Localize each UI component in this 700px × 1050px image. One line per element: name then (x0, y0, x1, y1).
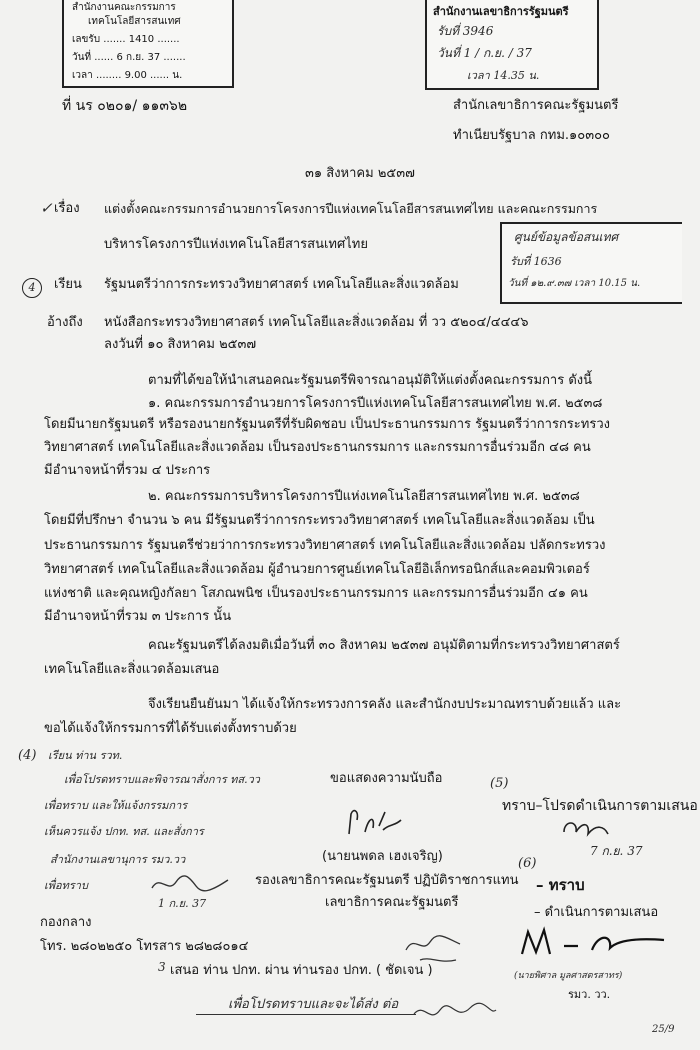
signer-title-1: รองเลขาธิการคณะรัฐมนตรี ปฏิบัติราชการแทน (255, 873, 519, 888)
left-note-marker (18, 744, 36, 763)
info-center-stamp (500, 222, 682, 304)
body-line: ๒. คณะกรรมการบริหารโครงการปีแห่งเทคโนโลยีสารสนเทศไทย พ.ศ. ๒๕๓๘ (148, 489, 580, 504)
stamp-time: เวลา 14.35 น. (467, 69, 540, 82)
check-mark: ✓ (40, 199, 53, 217)
ref-label: อ้างถึง (47, 315, 83, 330)
handwritten-note: เห็นควรแจ้ง ปกท. ทส. และสั่งการ (44, 825, 204, 838)
note-6-signature (518, 924, 668, 968)
note-6-text: – ทราบ (536, 876, 585, 894)
corner-note: 25/9 (652, 1024, 675, 1035)
closing-phrase: ขอแสดงความนับถือ (330, 771, 443, 786)
handwritten-note: เพื่อทราบ และให้แจ้งกรรมการ (44, 799, 188, 812)
main-signature (345, 806, 405, 844)
body-line: ประธานกรรมการ รัฐมนตรีช่วยว่าการกระทรวงวิทยาศาสตร์ เทคโนโลยีและสิ่งแวดล้อม ปลัดกระทรวง (44, 538, 606, 553)
receipt-stamp-top-left (62, 0, 234, 88)
receipt-stamp-top-right (425, 0, 599, 90)
body-line: แห่งชาติ และคุณหญิงกัลยา โสภณพนิช เป็นรองประธานกรรมการ และกรรมการอื่นร่วมอีก ๔๑ คน (44, 586, 588, 601)
handwritten-note: เพื่อโปรดทราบและพิจารณาสั่งการ ทส.วว (64, 773, 260, 786)
note-6-name: (นายพิศาล มูลศาสตรสาทร) (514, 971, 623, 981)
note-5-text: ทราบ–โปรดดำเนินการตามเสนอ (502, 798, 698, 814)
body-line: วิทยาศาสตร์ เทคโนโลยีและสิ่งแวดล้อม เป็นรองประธานกรรมการ และกรรมการอื่นร่วมอีก ๔๘ คน (44, 440, 591, 455)
body-line: ขอได้แจ้งให้กรรมการที่ได้รับแต่งตั้งทราบด้วย (44, 721, 297, 736)
forward-line-2: เพื่อโปรดทราบและจะได้ส่ง ต่อ (228, 997, 399, 1012)
signer-title-2: เลขาธิการคณะรัฐมนตรี (325, 895, 459, 910)
body-line: มีอำนาจหน้าที่รวม ๓ ประการ นั้น (44, 609, 232, 624)
body-line: เทคโนโลยีและสิ่งแวดล้อมเสนอ (44, 662, 220, 677)
letter-date: ๓๑ สิงหาคม ๒๕๓๗ (305, 166, 415, 181)
margin-marker (22, 276, 42, 298)
note-6-marker: (6) (518, 856, 537, 871)
signature-scribble-icon (150, 872, 230, 896)
to-label: เรียน (54, 277, 82, 292)
handwritten-note: เรียน ท่าน รวท. (48, 749, 123, 762)
subject-label: เรื่อง (54, 201, 80, 216)
stamp-title: ศูนย์ข้อมูลข้อสนเทศ (514, 230, 619, 244)
signature-scribble-icon (560, 814, 630, 842)
body-line: ตามที่ได้ขอให้นำเสนอคณะรัฐมนตรีพิจารณาอนุมัติให้แต่งตั้งคณะกรรมการ ดังนี้ (148, 373, 593, 388)
body-line: วิทยาศาสตร์ เทคโนโลยีและสิ่งแวดล้อม ผู้อำนวยการศูนย์เทคโนโลยีอิเล็กทรอนิกส์และคอมพิวเตอร์ (44, 562, 590, 577)
ref-line-2: ลงวันที่ ๑๐ สิงหาคม ๒๕๓๗ (104, 337, 257, 352)
stamp-date: วันที่ 1 / ก.ย. / 37 (437, 46, 532, 60)
note-6-text-2: – ดำเนินการตามเสนอ (534, 905, 659, 920)
left-note-number: (4) (18, 748, 37, 763)
body-line: คณะรัฐมนตรีได้ลงมติเมื่อวันที่ ๓๐ สิงหาคม ๒๕๓๗ อนุมัติตามที่กระทรวงวิทยาศาสตร์ (148, 638, 620, 653)
body-line: โดยมีนายกรัฐมนตรี หรือรองนายกรัฐมนตรีที่รับผิดชอบ เป็นประธานกรรมการ รัฐมนตรีว่าการกระทรวง (44, 417, 610, 432)
department: กองกลาง (40, 915, 92, 930)
issuer-address: ทำเนียบรัฐบาล กทม.๑๐๓๐๐ (453, 128, 610, 143)
signer-name: (นายนพดล เฮงเจริญ) (322, 849, 443, 864)
to-recipient: รัฐมนตรีว่าการกระทรวงวิทยาศาสตร์ เทคโนโลยีและสิ่งแวดล้อม (104, 277, 459, 292)
forward-underline (196, 1014, 416, 1015)
signature-scribble-icon (518, 924, 668, 964)
body-line: ๑. คณะกรรมการอำนวยการโครงการปีแห่งเทคโนโลยีสารสนเทศไทย พ.ศ. ๒๕๓๘ (148, 396, 603, 411)
stamp-receive-no: รับที่ 3946 (437, 24, 494, 38)
body-line: โดยมีที่ปรึกษา จำนวน ๖ คน มีรัฐมนตรีว่าการกระทรวงวิทยาศาสตร์ เทคโนโลยีและสิ่งแวดล้อม เป็น (44, 513, 595, 528)
telephone: โทร. ๒๘๐๒๒๕๐ โทรสาร ๒๘๒๘๐๑๔ (40, 939, 249, 954)
signature-icon (345, 806, 405, 840)
issuer-office: สำนักเลขาธิการคณะรัฐมนตรี (453, 98, 619, 113)
note-5-marker: (5) (490, 776, 509, 791)
stamp-line: วันที่ ...... 6 ก.ย. 37 ....... (72, 52, 186, 63)
reference-number: ที่ นร ๐๒๐๑/ ๑๑๓๖๒ (62, 98, 188, 114)
body-line: มีอำนาจหน้าที่รวม ๔ ประการ (44, 463, 211, 478)
stamp-date-time: วันที่ ๑๒.๙.๓๗ เวลา 10.15 น. (508, 278, 641, 289)
stamp-title: สำนักงานเลขาธิการรัฐมนตรี (433, 5, 569, 18)
stamp-line: เลขรับ ....... 1410 ....... (72, 34, 180, 45)
stamp-line: เวลา ........ 9.00 ...... น. (72, 70, 183, 81)
body-line: จึงเรียนยืนยันมา ได้แจ้งให้กระทรวงการคลัง และสำนักงบประมาณทราบด้วยแล้ว และ (148, 697, 622, 712)
margin-number: 4 (22, 278, 42, 298)
note-date: 1 ก.ย. 37 (158, 897, 207, 910)
stamp-receive-no: รับที่ 1636 (510, 255, 562, 268)
note-6-role: รมว. วว. (568, 988, 611, 1001)
stamp-line: เทคโนโลยีสารสนเทศ (88, 16, 181, 27)
handwritten-note: เพื่อทราบ (44, 879, 88, 892)
handwritten-note: สำนักงานเลขานุการ รมว.วว (50, 853, 186, 866)
subject-line-2: บริหารโครงการปีแห่งเทคโนโลยีสารสนเทศไทย (104, 237, 368, 252)
forward-text: เสนอ ท่าน ปกท. ผ่าน ท่านรอง ปกท. ( ชัดเจน ) (170, 963, 433, 978)
note-5-date: 7 ก.ย. 37 (590, 844, 643, 858)
ref-line-1: หนังสือกระทรวงวิทยาศาสตร์ เทคโนโลยีและสิ่งแวดล้อม ที่ วว ๕๒๐๔/๔๔๔๖ (104, 315, 529, 330)
stamp-line: สำนักงานคณะกรรมการ (72, 2, 176, 13)
forward-end-signature (410, 998, 500, 1032)
forward-marker: 3 (158, 960, 166, 974)
subject-line-1: แต่งตั้งคณะกรรมการอำนวยการโครงการปีแห่งเทคโนโลยีสารสนเทศไทย และคณะกรรมการ (104, 201, 598, 216)
signature-scribble-icon (410, 998, 500, 1028)
